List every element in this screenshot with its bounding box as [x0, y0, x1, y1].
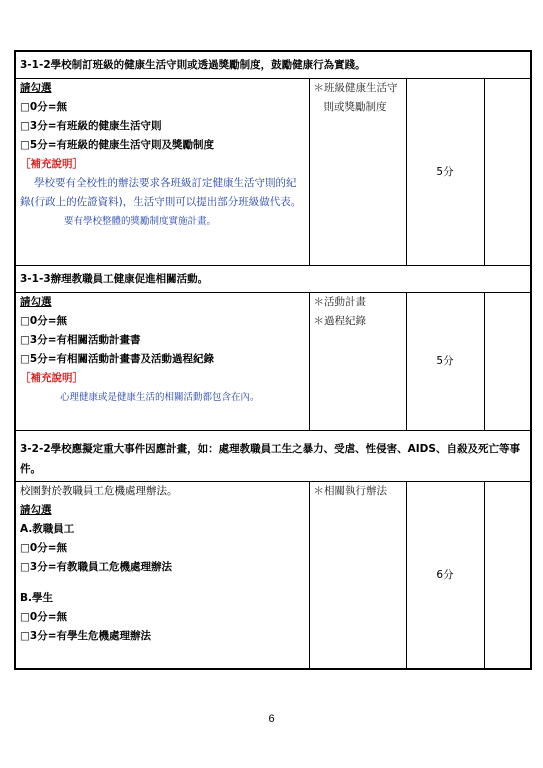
intro-text: 校園對於教職員工危機處理辦法。	[20, 485, 178, 497]
note-text: 學校要有全校性的辦法要求各班級訂定健康生活守則的紀錄(行政上的佐證資料)，生活守則可以提出部分班級做代表。	[20, 177, 302, 208]
section-header-row	[15, 51, 531, 79]
section-title: 3-2-2學校應擬定重大事件因應計畫，如：處理教職員工生之暴力、受虐、性侵害、AIDS、自殺及死亡等事件。	[15, 431, 531, 482]
section-header-row	[15, 431, 531, 482]
reference-item: ＊班級健康生活守	[313, 82, 398, 94]
note-label: ［補充說明］	[20, 372, 83, 384]
group-b-label: B.學生	[20, 592, 53, 604]
criteria-cell	[15, 79, 309, 266]
reference-item: ＊過程紀錄	[313, 315, 366, 327]
score-cell: 5分	[406, 79, 484, 266]
section-body-row	[15, 79, 531, 266]
select-label: 請勾選	[20, 82, 52, 94]
option-checkbox[interactable]: □3分=有教職員工危機處理辦法	[20, 561, 173, 573]
reference-cell	[309, 293, 406, 431]
criteria-cell	[15, 482, 309, 670]
option-checkbox[interactable]: □3分=有學生危機處理辦法	[20, 630, 152, 642]
blank-cell[interactable]	[484, 79, 531, 266]
evaluation-table	[14, 50, 532, 670]
option-checkbox[interactable]: □0分=無	[20, 611, 68, 623]
score-cell: 6分	[406, 482, 484, 670]
select-label: 請勾選	[20, 504, 52, 516]
group-a-label: A.教職員工	[20, 523, 75, 535]
reference-item: ＊活動計畫	[313, 296, 366, 308]
note-text: 心理健康或是健康生活的相關活動都包含在內。	[60, 392, 260, 403]
section-body-row	[15, 293, 531, 431]
note-label: ［補充說明］	[20, 158, 83, 170]
blank-cell[interactable]	[484, 293, 531, 431]
section-body-row	[15, 482, 531, 670]
select-label: 請勾選	[20, 296, 52, 308]
reference-item: 則或獎勵制度	[323, 101, 387, 113]
reference-cell	[309, 79, 406, 266]
option-checkbox[interactable]: □0分=無	[20, 315, 68, 327]
option-checkbox[interactable]: □0分=無	[20, 542, 68, 554]
option-checkbox[interactable]: □5分=有班級的健康生活守則及獎勵制度	[20, 139, 215, 151]
option-checkbox[interactable]: □3分=有班級的健康生活守則	[20, 120, 162, 132]
reference-item: ＊相關執行辦法	[313, 485, 387, 497]
section-title: 3-1-2學校制訂班級的健康生活守則或透過獎勵制度，鼓勵健康行為實踐。	[15, 51, 531, 79]
option-checkbox[interactable]: □5分=有相關活動計畫書及活動過程紀錄	[20, 353, 215, 365]
option-checkbox[interactable]: □0分=無	[20, 101, 68, 113]
option-checkbox[interactable]: □3分=有相關活動計畫書	[20, 334, 141, 346]
page-number: 6	[268, 713, 275, 725]
section-header-row	[15, 266, 531, 293]
section-title: 3-1-3辦理教職員工健康促進相關活動。	[15, 266, 531, 293]
blank-cell[interactable]	[484, 482, 531, 670]
note-text-2: 要有學校整體的獎勵制度實施計畫。	[64, 216, 217, 227]
score-cell: 5分	[406, 293, 484, 431]
criteria-cell	[15, 293, 309, 431]
reference-cell	[309, 482, 406, 670]
spacer	[20, 577, 305, 589]
